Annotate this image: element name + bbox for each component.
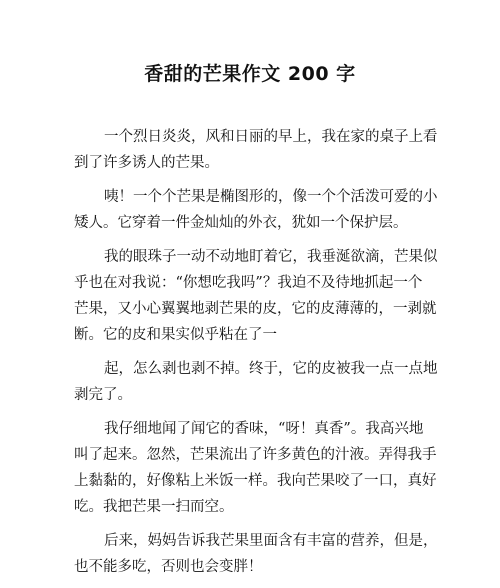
paragraph-line: 矮人。它穿着一件金灿灿的外衣，犹如一个保护层。 (74, 215, 408, 231)
paragraph-4 (74, 356, 438, 408)
paragraph-line: 剥完了。 (74, 387, 132, 403)
paragraph-line: 芒果，又小心翼翼地剥芒果的皮，它的皮薄薄的，一剥就 (74, 301, 437, 317)
paragraph-line: 一个烈日炎炎，风和日丽的早上，我在家的桌子上看 (104, 129, 438, 145)
paragraph-line: 到了许多诱人的芒果。 (74, 155, 219, 171)
paragraph-line: 我的眼珠子一动不动地盯着它，我垂涎欲滴，芒果似 (104, 249, 438, 265)
paragraph-line: 乎也在对我说：“你想吃我吗”？我迫不及待地抓起一个 (74, 275, 423, 291)
paragraph-line: 吃。我把芒果一扫而空。 (74, 499, 234, 515)
paragraph-line: 我仔细地闻了闻它的香味，“呀！真香”。我高兴地 (104, 421, 424, 437)
paragraph-line: 咦！一个个芒果是椭图形的，像一个个活泼可爱的小 (104, 189, 438, 205)
paragraph-6 (74, 528, 438, 580)
paragraph-line: 叫了起来。忽然，芒果流出了许多黄色的汁液。弄得我手 (74, 447, 437, 463)
paragraph-2 (74, 184, 438, 236)
paragraph-line: 后来，妈妈告诉我芒果里面含有丰富的营养，但是， (104, 533, 438, 549)
paragraph-line: 也不能多吃，否则也会变胖！ (74, 559, 263, 575)
paragraph-5 (74, 416, 437, 520)
paragraph-3 (74, 244, 438, 348)
document-title: 香甜的芒果作文 200 字 (144, 63, 356, 85)
paragraph-line: 起，怎么剥也剥不掉。终于，它的皮被我一点一点地 (104, 361, 438, 377)
paragraph-line: 上黏黏的，好像粘上米饭一样。我向芒果咬了一口，真好 (74, 473, 437, 489)
paragraph-1 (74, 124, 438, 176)
document-body (74, 124, 438, 588)
paragraph-line: 断。它的皮和果实似乎粘在了一 (74, 327, 277, 343)
